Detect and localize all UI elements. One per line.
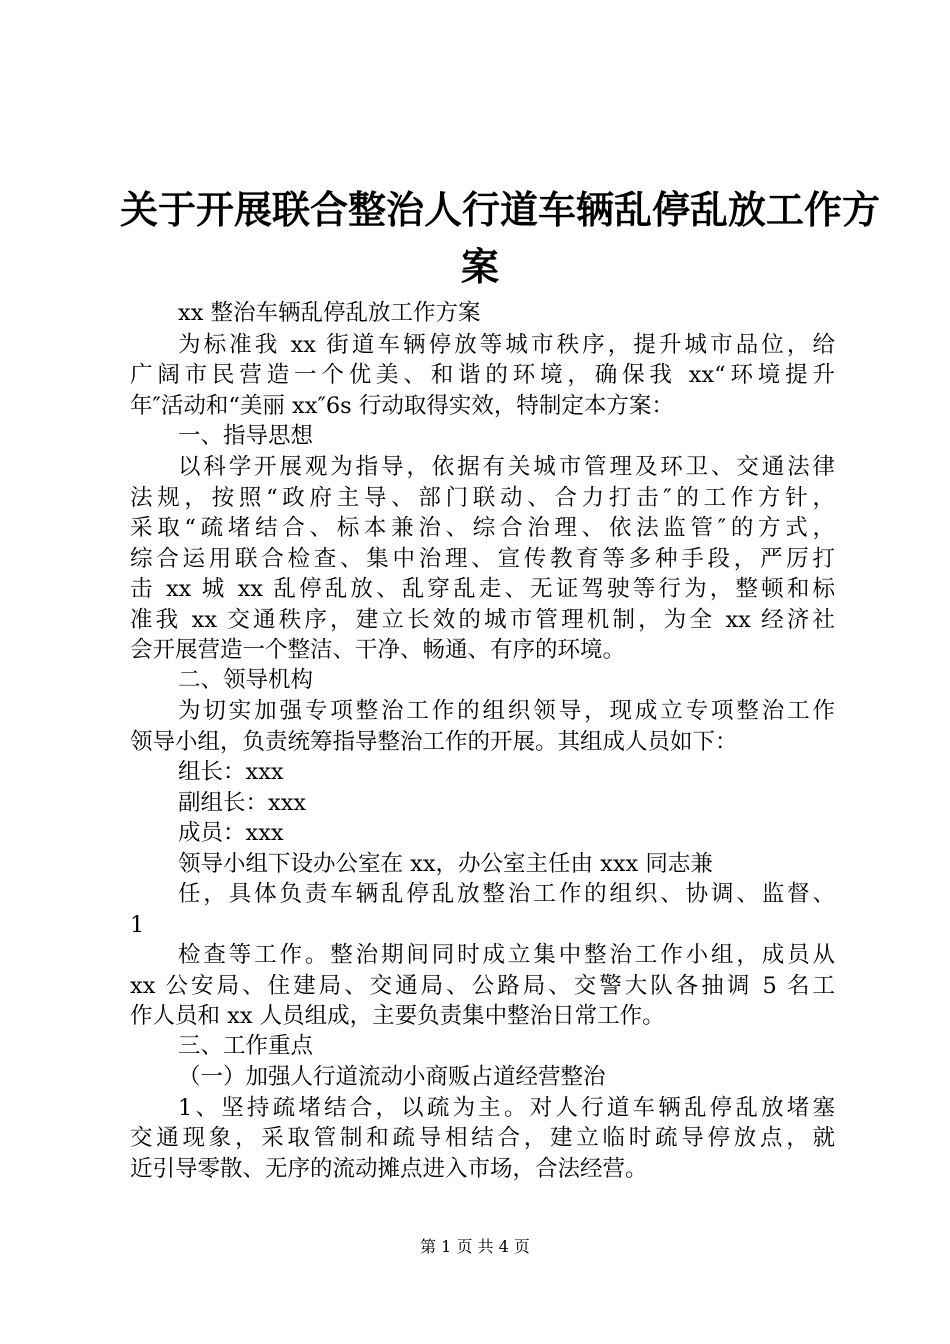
page-number-marker: 1 (130, 912, 145, 938)
paragraph-line: 击 xx 城 xx 乱停乱放、乱穿乱走、无证驾驶等行为，整顿和标 (130, 576, 835, 602)
section-heading: 三、工作重点 (178, 1033, 314, 1059)
document-title-line-2: 案 (460, 245, 499, 289)
paragraph-line: 综合运用联合检查、集中治理、宣传教育等多种手段，严厉打 (130, 546, 835, 572)
paragraph-line: 任，具体负责车辆乱停乱放整治工作的组织、协调、监督、 (178, 881, 835, 907)
paragraph-line: 近引导零散、无序的流动摊点进入市场，合法经营。 (130, 1156, 648, 1182)
paragraph-line: 领导小组下设办公室在 xx，办公室主任由 xxx 同志兼 (178, 851, 713, 877)
paragraph-line: 准我 xx 交通秩序，建立长效的城市管理机制，为全 xx 经济社 (130, 607, 835, 633)
member-line: 成员：xxx (178, 820, 284, 846)
paragraph-line: 作人员和 xx 人员组成，主要负责集中整治日常工作。 (130, 1003, 665, 1029)
member-line: 组长：xxx (178, 759, 284, 785)
page-footer: 第 1 页 共 4 页 (420, 1237, 530, 1256)
paragraph-line: 为标准我 xx 街道车辆停放等城市秩序，提升城市品位，给 (178, 332, 835, 358)
member-line: 副组长：xxx (178, 790, 307, 816)
paragraph-line: xx 公安局、住建局、交通局、公路局、交警大队各抽调 5 名工 (130, 973, 835, 999)
doc-subtitle: xx 整治车辆乱停乱放工作方案 (178, 300, 481, 326)
document-title-line-1: 关于开展联合整治人行道车辆乱停乱放工作方 (120, 188, 881, 232)
paragraph-line: 领导小组，负责统筹指导整治工作的开展。其组成人员如下： (130, 729, 738, 755)
paragraph-line: 为切实加强专项整治工作的组织领导，现成立专项整治工作 (178, 698, 835, 724)
paragraph-line: 检查等工作。整治期间同时成立集中整治工作小组，成员从 (178, 942, 835, 968)
paragraph-line: 采取“疏堵结合、标本兼治、综合治理、依法监管″的方式， (130, 515, 835, 541)
paragraph-line: 以科学开展观为指导，依据有关城市管理及环卫、交通法律 (178, 454, 835, 480)
section-heading: 二、领导机构 (178, 667, 314, 693)
section-heading: 一、指导思想 (178, 423, 314, 449)
paragraph-line: 会开展营造一个整洁、干净、畅通、有序的环境。 (130, 637, 626, 663)
paragraph-line: 法规，按照“政府主导、部门联动、合力打击″的工作方针， (130, 485, 835, 511)
paragraph-line: 1、坚持疏堵结合，以疏为主。对人行道车辆乱停乱放堵塞 (178, 1095, 835, 1121)
subsection-heading: （一）加强人行道流动小商贩占道经营整治 (178, 1064, 606, 1090)
paragraph-line: 广阔市民营造一个优美、和谐的环境，确保我 xx“环境提升 (130, 362, 835, 388)
paragraph-line: 交通现象，采取管制和疏导相结合，建立临时疏导停放点，就 (130, 1125, 835, 1151)
paragraph-line: 年″活动和“美丽 xx″6s 行动取得实效，特制定本方案： (130, 393, 674, 419)
